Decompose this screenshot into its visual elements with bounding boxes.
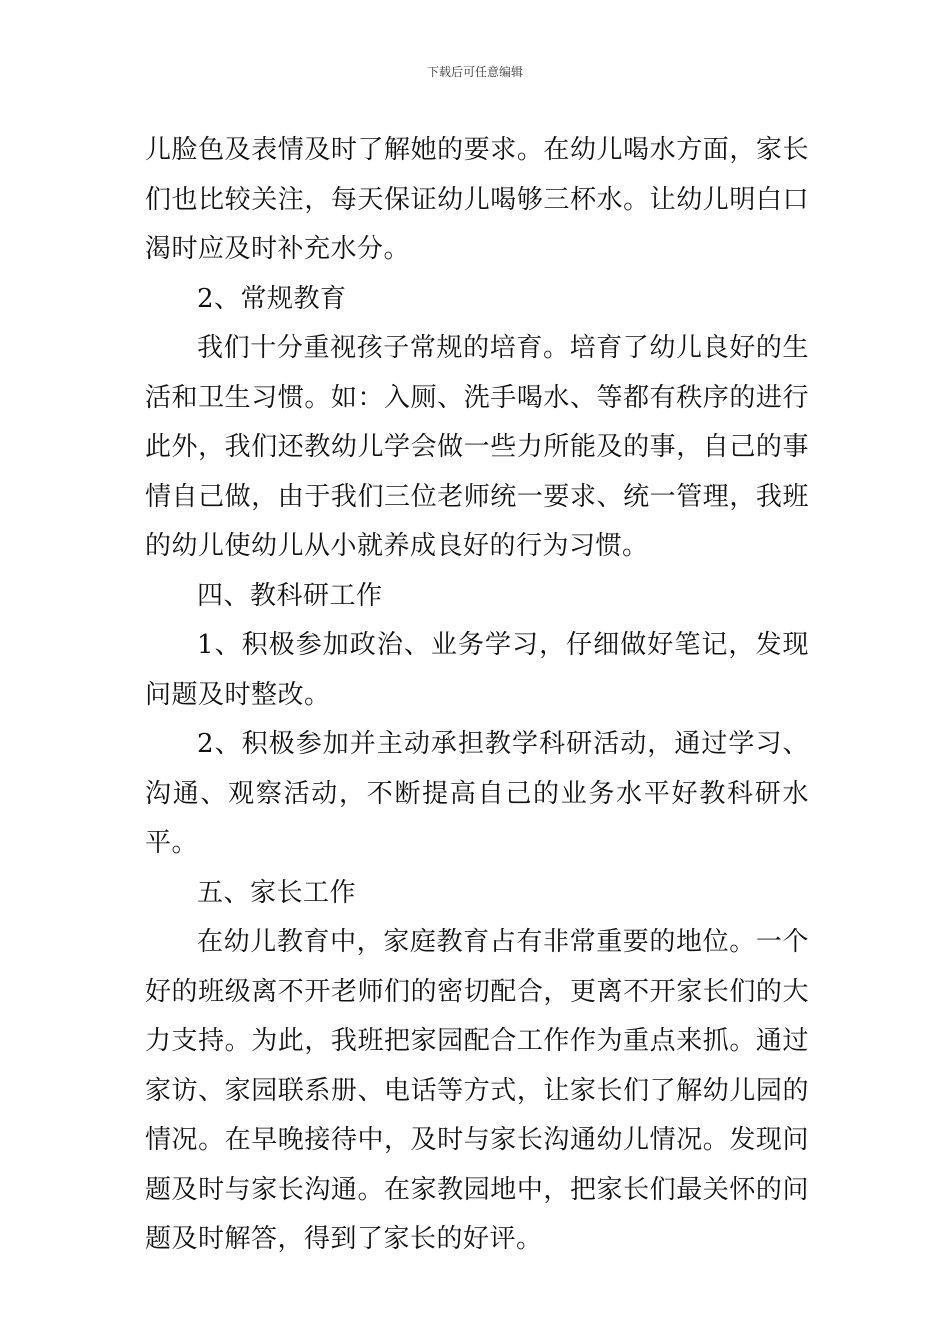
document-body [145, 126, 809, 1265]
paragraph-1: 儿脸色及表情及时了解她的要求。在幼儿喝水方面，家长们也比较关注，每天保证幼儿喝够三杯水。让幼儿明白口渴时应及时补充水分。 [145, 135, 809, 264]
paragraph-research-item-2: 2、积极参加并主动承担教学科研活动，通过学习、沟通、观察活动，不断提高自己的业务水平好教科研水平。 [145, 729, 809, 858]
paragraph-routine-education: 我们十分重视孩子常规的培育。培育了幼儿良好的生活和卫生习惯。如：入厕、洗手喝水、等都有秩序的进行此外，我们还教幼儿学会做一些力所能及的事，自己的事情自己做，由于我们三位老师统一要求、统一管理，我班的幼儿使幼儿从小就养成良好的行为习惯。 [145, 333, 809, 561]
paragraph-research-item-1: 1、积极参加政治、业务学习，仔细做好笔记，发现问题及时整改。 [145, 630, 809, 710]
section-heading-research-work: 四、教科研工作 [197, 580, 383, 611]
section-heading-routine-education: 2、常规教育 [197, 283, 347, 314]
paragraph-parent-work: 在幼儿教育中，家庭教育占有非常重要的地位。一个好的班级离不开老师们的密切配合，更离不开家长们的大力支持。为此，我班把家园配合工作作为重点来抓。通过家访、家园联系册、电话等方式，让家长们了解幼儿园的情况。在早晚接待中，及时与家长沟通幼儿情况。发现问题及时与家长沟通。在家教园地中，把家长们最关怀的问题及时解答，得到了家长的好评。 [145, 927, 809, 1254]
section-heading-parent-work: 五、家长工作 [197, 877, 357, 908]
page-header: 下载后可任意编辑 [426, 65, 523, 79]
